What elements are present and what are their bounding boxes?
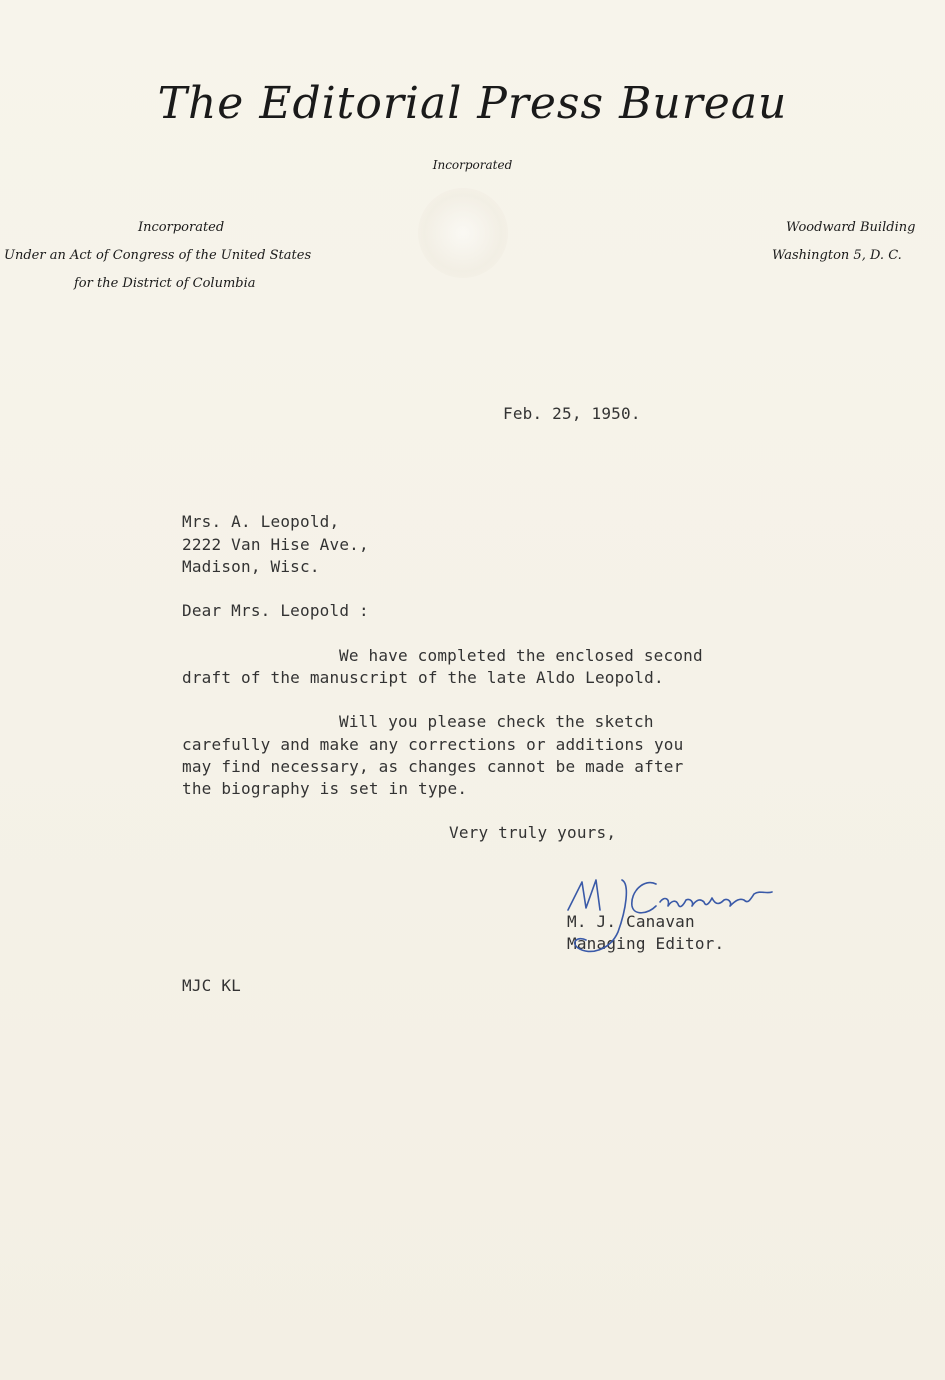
body-line-4: carefully and make any corrections or additions you bbox=[182, 735, 684, 754]
body-line-6: the biography is set in type. bbox=[182, 779, 468, 798]
body-line-5: may find necessary, as changes cannot be made after bbox=[182, 757, 684, 776]
recipient-line-2: 2222 Van Hise Ave., bbox=[182, 535, 369, 554]
letterhead-title: The Editorial Press Bureau bbox=[157, 78, 788, 129]
incorporation-line-3: for the District of Columbia bbox=[74, 276, 256, 291]
letterhead-address-block bbox=[760, 214, 940, 270]
address-line-1: Woodward Building bbox=[786, 220, 916, 235]
incorporation-line-2: Under an Act of Congress of the United States bbox=[4, 248, 312, 263]
salutation: Dear Mrs. Leopold : bbox=[182, 601, 369, 620]
handwritten-signature bbox=[560, 870, 785, 960]
embossed-seal bbox=[418, 188, 508, 278]
reference-initials: MJC KL bbox=[182, 976, 241, 995]
body-line-2: draft of the manuscript of the late Aldo Leopold. bbox=[182, 668, 664, 687]
letter-date: Feb. 25, 1950. bbox=[503, 404, 641, 423]
signer-name: M. J. Canavan bbox=[567, 912, 695, 931]
address-line-2: Washington 5, D. C. bbox=[772, 248, 902, 263]
signer-title: Managing Editor. bbox=[567, 934, 725, 953]
letterhead-subtitle: Incorporated bbox=[432, 158, 513, 172]
incorporation-line-1: Incorporated bbox=[138, 220, 225, 235]
body-line-3: Will you please check the sketch bbox=[339, 712, 654, 731]
closing: Very truly yours, bbox=[449, 823, 617, 842]
recipient-line-1: Mrs. A. Leopold, bbox=[182, 512, 340, 531]
body-line-1: We have completed the enclosed second bbox=[339, 646, 703, 665]
recipient-line-3: Madison, Wisc. bbox=[182, 557, 320, 576]
letterhead-incorporation-block bbox=[4, 214, 354, 298]
